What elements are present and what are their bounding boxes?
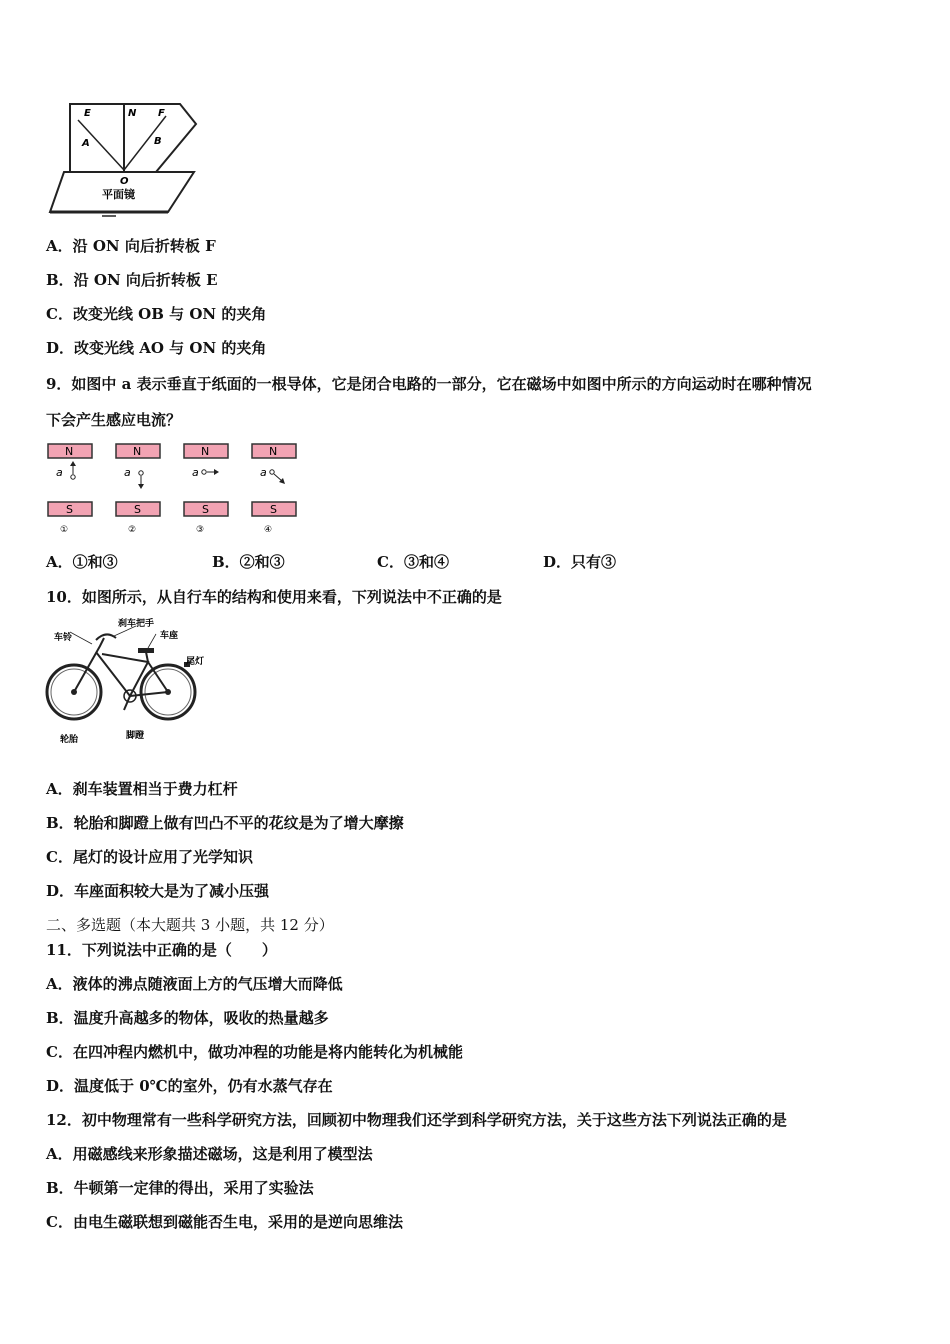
magnet-s: S: [134, 503, 141, 516]
figure-num-3: ③: [196, 525, 205, 535]
q11-stem: 11．下列说法中正确的是（ ）: [46, 941, 277, 959]
q9-stem-line2: 下会产生感应电流？: [46, 411, 182, 429]
label-bell: 车铃: [54, 633, 73, 643]
q8-option-c: C．改变光线 OB 与 ON 的夹角: [46, 305, 267, 323]
label-F: F: [158, 108, 165, 119]
magnet-s: S: [270, 503, 277, 516]
q10-option-b: B．轮胎和脚蹬上做有凹凸不平的花纹是为了增大摩擦: [46, 814, 404, 832]
magnet-n: N: [201, 445, 210, 458]
q9-stem-line1: 9．如图中 a 表示垂直于纸面的一根导体，它是闭合电路的一部分，它在磁场中如图中所示的方向运动时在哪种情况: [46, 375, 812, 393]
q10-option-d: D．车座面积较大是为了减小压强: [46, 882, 270, 900]
q11-option-b: B．温度升高越多的物体，吸收的热量越多: [46, 1009, 329, 1027]
q9-option-b: B．②和③: [212, 553, 285, 571]
label-E: E: [84, 108, 91, 119]
conductor-a: a: [56, 466, 63, 479]
label-taillight: 尾灯: [186, 657, 205, 667]
q12-option-a: A．用磁感线来形象描述磁场，这是利用了模型法: [46, 1145, 373, 1163]
label-O: O: [120, 176, 129, 187]
q11-option-c: C．在四冲程内燃机中，做功冲程的功能是将内能转化为机械能: [46, 1043, 463, 1061]
label-seat: 车座: [160, 631, 179, 641]
q9-option-d: D．只有③: [543, 553, 617, 571]
magnet-n: N: [65, 445, 74, 458]
label-pedal: 脚蹬: [126, 731, 145, 741]
magnet-set-3: [184, 444, 228, 535]
magnet-s: S: [66, 503, 73, 516]
magnet-n: N: [133, 445, 142, 458]
q8-option-b: B．沿 ON 向后折转板 E: [46, 271, 218, 289]
figure-num-4: ④: [264, 525, 273, 535]
label-tire: 轮胎: [60, 735, 79, 744]
q12-option-c: C．由电生磁联想到磁能否生电，采用的是逆向思维法: [46, 1213, 403, 1231]
magnet-s: S: [202, 503, 209, 516]
label-brake: 刹车把手: [118, 619, 155, 629]
section-heading: 二、多选题（本大题共 3 小题，共 12 分）: [46, 916, 334, 934]
q8-option-d: D．改变光线 AO 与 ON 的夹角: [46, 339, 267, 357]
q8-option-a: A．沿 ON 向后折转板 F: [46, 237, 216, 255]
figure-num-1: ①: [60, 525, 69, 535]
q10-option-c: C．尾灯的设计应用了光学知识: [46, 848, 253, 866]
bicycle-figure: [44, 616, 214, 744]
q12-stem: 12．初中物理常有一些科学研究方法，回顾初中物理我们还学到科学研究方法，关于这些方法下列说法正确的是: [46, 1111, 787, 1129]
q10-stem: 10．如图所示，从自行车的结构和使用来看，下列说法中不正确的是: [46, 588, 502, 606]
conductor-a: a: [124, 466, 131, 479]
q11-option-a: A．液体的沸点随液面上方的气压增大而降低: [46, 975, 343, 993]
magnet-set-1: [48, 444, 92, 535]
q9-option-a: A．①和③: [46, 553, 118, 571]
q10-option-a: A．刹车装置相当于费力杠杆: [46, 780, 238, 798]
mirror-reflection-figure: [44, 100, 204, 220]
magnet-set-2: [116, 444, 160, 535]
q12-option-b: B．牛顿第一定律的得出，采用了实验法: [46, 1179, 314, 1197]
q11-option-d: D．温度低于 0℃的室外，仍有水蒸气存在: [46, 1077, 333, 1095]
conductor-a: a: [192, 466, 199, 479]
figure-num-2: ②: [128, 525, 137, 535]
magnet-n: N: [269, 445, 278, 458]
label-B: B: [154, 136, 162, 147]
label-N: N: [128, 108, 137, 119]
conductor-a: a: [260, 466, 267, 479]
label-A: A: [82, 138, 90, 149]
magnet-figure: [44, 440, 304, 540]
label-mirror: 平面镜: [102, 188, 135, 201]
magnet-set-4: [252, 444, 296, 535]
q9-option-c: C．③和④: [377, 553, 449, 571]
